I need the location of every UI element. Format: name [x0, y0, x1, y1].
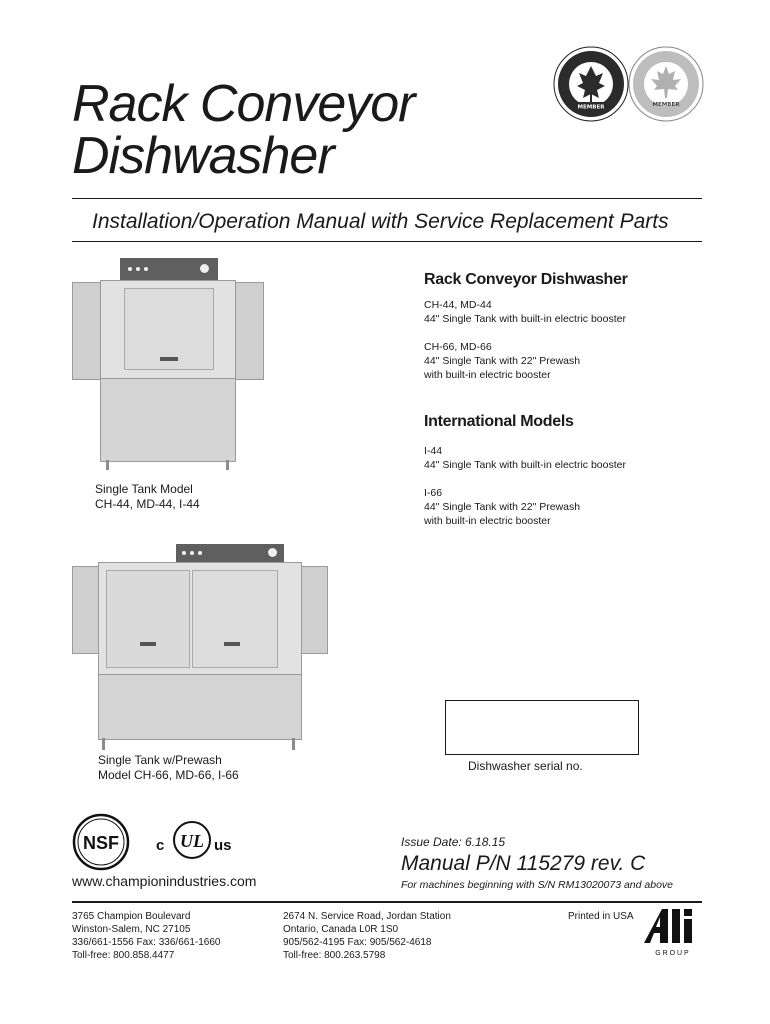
intl-model-1-description: 44" Single Tank with built-in electric booster: [424, 459, 626, 471]
nsf-text: NSF: [83, 833, 119, 853]
canada-address: [283, 910, 451, 962]
international-heading: International Models: [424, 413, 574, 430]
serial-number-label: Dishwasher serial no.: [468, 759, 583, 773]
us-address-line-4: Toll-free: 800.858.4477: [72, 950, 175, 961]
title-rule-bottom: [72, 241, 702, 242]
document-subtitle: Installation/Operation Manual with Service Replacement Parts: [92, 210, 669, 233]
model-2-description-2: with built-in electric booster: [424, 369, 551, 381]
usgbc-member-text: MEMBER: [577, 104, 605, 111]
single-tank-caption-line-1: Single Tank Model: [95, 482, 193, 496]
models-heading: Rack Conveyor Dishwasher: [424, 271, 628, 288]
nsf-logo: [72, 813, 130, 871]
prewash-dishwasher-image: [72, 544, 330, 754]
ali-group-text: G R O U P: [655, 950, 689, 957]
ul-us-text: us: [214, 837, 232, 854]
footer-rule: [72, 901, 702, 903]
serial-range-note: For machines beginning with S/N RM13020073 and above: [401, 879, 674, 891]
canada-address-line-1: 2674 N. Service Road, Jordan Station: [283, 911, 451, 922]
models-list: [424, 298, 626, 382]
issue-date: Issue Date: 6.18.15: [401, 835, 506, 849]
us-address-line-2: Winston-Salem, NC 27105: [72, 924, 191, 935]
prewash-caption-line-1: Single Tank w/Prewash: [98, 753, 222, 767]
model-1-code: CH-44, MD-44: [424, 299, 492, 311]
cagbc-member-logo: [628, 46, 704, 122]
international-list: [424, 444, 626, 528]
intl-model-2-description-1: 44" Single Tank with 22" Prewash: [424, 501, 581, 513]
canada-address-line-2: Ontario, Canada L0R 1S0: [283, 924, 399, 935]
title-line-1: Rack Conveyor: [72, 75, 415, 133]
ul-listed-logo: [148, 820, 240, 864]
website-link[interactable]: www.championindustries.com: [72, 873, 257, 889]
intl-model-1-code: I-44: [424, 445, 443, 457]
intl-model-2-code: I-66: [424, 487, 443, 499]
title-line-2: Dishwasher: [72, 127, 334, 185]
us-address-line-3: 336/661-1556 Fax: 336/661-1660: [72, 937, 221, 948]
cagbc-member-text: MEMBER: [652, 102, 680, 108]
title-rule-top: [72, 198, 702, 199]
prewash-caption: [98, 753, 239, 783]
model-2-code: CH-66, MD-66: [424, 341, 492, 353]
ali-group-logo: [640, 905, 704, 957]
ul-c-text: c: [156, 837, 165, 854]
document-title: [72, 75, 415, 185]
us-address: [72, 910, 220, 962]
single-tank-dishwasher-image: [72, 258, 272, 474]
serial-number-box[interactable]: [445, 700, 639, 755]
ul-mark-text: UL: [180, 831, 204, 851]
model-1-description: 44" Single Tank with built-in electric booster: [424, 313, 626, 325]
usgbc-member-logo: [553, 46, 629, 122]
us-address-line-1: 3765 Champion Boulevard: [72, 911, 191, 922]
manual-part-number: Manual P/N 115279 rev. C: [401, 852, 646, 875]
model-2-description-1: 44" Single Tank with 22" Prewash: [424, 355, 581, 367]
single-tank-caption-line-2: CH-44, MD-44, I-44: [95, 497, 200, 511]
prewash-caption-line-2: Model CH-66, MD-66, I-66: [98, 768, 239, 782]
canada-address-line-4: Toll-free: 800.263.5798: [283, 950, 386, 961]
intl-model-2-description-2: with built-in electric booster: [424, 515, 551, 527]
canada-address-line-3: 905/562-4195 Fax: 905/562-4618: [283, 937, 432, 948]
single-tank-caption: [95, 482, 200, 512]
printed-in-usa: Printed in USA: [568, 911, 634, 922]
